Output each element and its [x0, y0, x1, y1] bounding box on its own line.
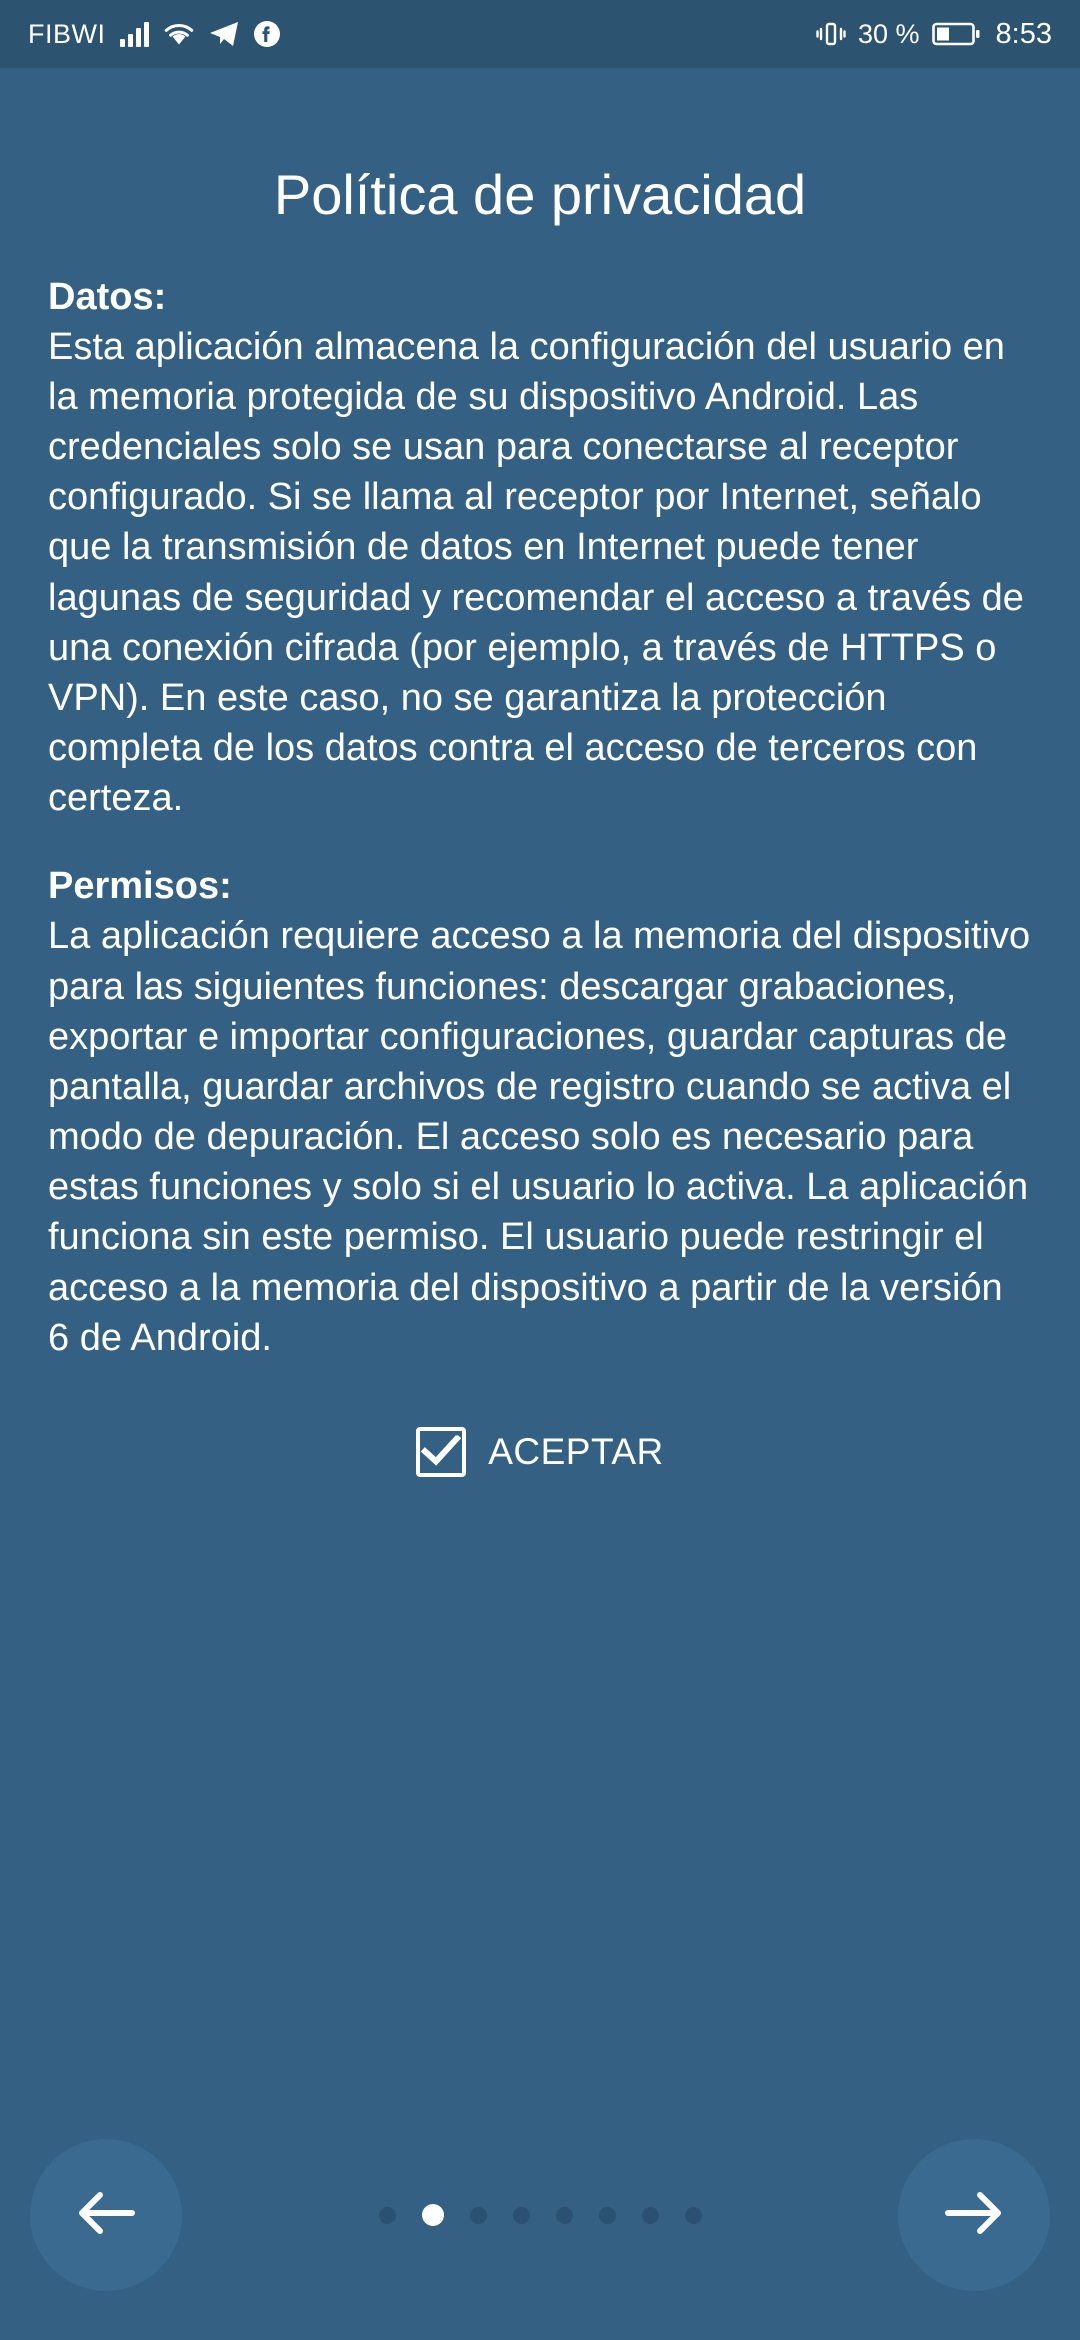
- page-title: Política de privacidad: [273, 163, 807, 226]
- page-dot-active[interactable]: [422, 2204, 444, 2226]
- carrier-label: FIBWI: [28, 18, 106, 49]
- telegram-icon: [209, 21, 239, 47]
- battery-percent-label: 30 %: [858, 18, 920, 49]
- page-dot[interactable]: [685, 2207, 702, 2224]
- back-button[interactable]: [30, 2139, 182, 2291]
- vibrate-icon: [816, 20, 846, 48]
- section-datos: [48, 272, 1032, 824]
- signal-bars-icon: [120, 21, 149, 47]
- page-dot[interactable]: [556, 2207, 573, 2224]
- arrow-right-icon: [942, 2187, 1006, 2244]
- forward-button[interactable]: [898, 2139, 1050, 2291]
- page-dot[interactable]: [513, 2207, 530, 2224]
- page-dot[interactable]: [379, 2207, 396, 2224]
- wifi-icon: [163, 21, 195, 47]
- section-heading: Datos:: [48, 275, 167, 318]
- privacy-policy-content: [0, 68, 1080, 2090]
- status-bar: [0, 0, 1080, 68]
- status-bar-right: [816, 18, 1052, 51]
- status-bar-left: [28, 19, 281, 50]
- section-heading: Permisos:: [48, 865, 232, 908]
- accept-row[interactable]: [48, 1427, 1032, 1477]
- section-permisos: [48, 861, 1032, 1363]
- accept-label: ACEPTAR: [488, 1430, 664, 1472]
- battery-icon: [932, 21, 980, 47]
- clock-label: 8:53: [995, 17, 1052, 50]
- arrow-left-icon: [74, 2187, 138, 2244]
- page-dot[interactable]: [470, 2207, 487, 2224]
- section-body: Esta aplicación almacena la configuración del usuario en la memoria protegida de su dispositivo Android. Las credenciales solo se usan para conectarse al receptor configurado. Si se llama al receptor por Internet, señalo que la transmisión de datos en Internet puede tener lagunas de seguridad y recomendar el acceso a través de una conexión cifrada (por ejemplo, a través de HTTPS o VPN). En este caso, no se garantiza la protección completa de los datos contra el acceso de terceros con certeza.: [48, 325, 1024, 820]
- page-dot[interactable]: [599, 2207, 616, 2224]
- bottom-navigation: [0, 2090, 1080, 2340]
- page-dot[interactable]: [642, 2207, 659, 2224]
- accept-checkbox[interactable]: [416, 1427, 466, 1477]
- section-body: La aplicación requiere acceso a la memoria del dispositivo para las siguientes funciones: descargar grabaciones, exportar e importar configuraciones, guardar capturas de pantalla, guardar archivos de registro cuando se activa el modo de depuración. El acceso solo es necesario para estas funciones y solo si el usuario lo activa. La aplicación funciona sin este permiso. El usuario puede restringir el acceso a la memoria del dispositivo a partir de la versión 6 de Android.: [48, 915, 1031, 1359]
- facebook-icon: [253, 20, 281, 48]
